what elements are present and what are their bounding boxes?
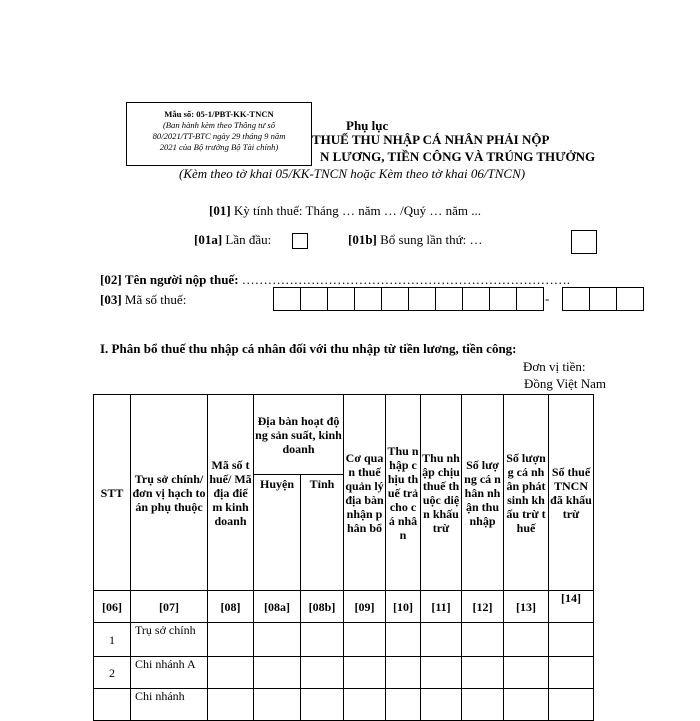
form-basis-line2: 80/2021/TT-BTC ngày 29 tháng 9 năm	[152, 131, 286, 141]
row-stt: 2	[94, 657, 131, 689]
code-11: [11]	[421, 591, 462, 623]
tax-code-cell[interactable]	[516, 287, 544, 311]
table-cell[interactable]	[386, 689, 421, 721]
document-title-line2: N LƯƠNG, TIỀN CÔNG VÀ TRÚNG THƯỞNG	[320, 149, 596, 164]
field-code-01a: [01a]	[194, 232, 223, 247]
supplement-label: Bổ sung lần thứ: …	[380, 232, 483, 247]
tax-code-cell[interactable]	[273, 287, 301, 311]
tax-code-cell[interactable]	[435, 287, 463, 311]
table-cell[interactable]	[462, 689, 504, 721]
row-stt	[94, 689, 131, 721]
table-cell[interactable]	[421, 657, 462, 689]
row-name: Trụ sở chính	[131, 623, 208, 657]
header-tinh: Tỉnh	[301, 475, 344, 591]
table-cell[interactable]	[386, 623, 421, 657]
table-cell[interactable]	[301, 657, 344, 689]
table-cell[interactable]	[549, 689, 594, 721]
tax-code-branch-cell[interactable]	[616, 287, 644, 311]
header-so-luong-khau-tru: Số lượng cá nhân phát sinh khấu trừ thuế	[504, 395, 549, 591]
header-so-thue: Số thuế TNCN đã khấu trừ	[549, 395, 594, 591]
table-cell[interactable]	[462, 623, 504, 657]
taxpayer-name-dots[interactable]: ………………………………………………………………….	[241, 272, 571, 287]
form-basis-line3: 2021 của Bộ trưởng Bộ Tài chính)	[159, 142, 279, 152]
table-cell[interactable]	[208, 623, 254, 657]
code-12: [12]	[462, 591, 504, 623]
header-ma-so-thue: Mã số thuế/ Mã địa điểm kinh doanh	[208, 395, 254, 591]
header-stt: STT	[94, 395, 131, 591]
header-thu-nhap-tra: Thu nhập chịu thuế trả cho cá nhân	[386, 395, 421, 591]
table-row	[94, 689, 594, 721]
code-08a: [08a]	[254, 591, 301, 623]
tax-code-cell[interactable]	[462, 287, 490, 311]
table-cell[interactable]	[386, 657, 421, 689]
form-code: Mẫu số: 05-1/PBT-KK-TNCN	[164, 109, 274, 119]
currency-unit-label: Đơn vị tiền:	[523, 359, 586, 374]
table-cell[interactable]	[301, 623, 344, 657]
supplement-checkbox[interactable]	[571, 230, 597, 254]
header-tru-so: Trụ sở chính/đơn vị hạch toán phụ thuộc	[131, 395, 208, 591]
code-06: [06]	[94, 591, 131, 623]
code-14: [14]	[549, 591, 594, 623]
code-08: [08]	[208, 591, 254, 623]
code-10: [10]	[386, 591, 421, 623]
section-title: I. Phân bổ thuế thu nhập cá nhân đối với thu nhập từ tiền lương, tiền công:	[100, 341, 517, 356]
row-stt: 1	[94, 623, 131, 657]
taxpayer-name-field	[100, 272, 570, 288]
code-09: [09]	[344, 591, 386, 623]
tax-code-dash: -	[545, 291, 550, 306]
tax-code-branch-cell[interactable]	[562, 287, 590, 311]
allocation-table	[93, 394, 594, 721]
table-cell[interactable]	[208, 689, 254, 721]
tax-code-cell[interactable]	[354, 287, 382, 311]
header-huyen: Huyện	[254, 475, 301, 591]
tax-code-cell[interactable]	[300, 287, 328, 311]
form-code-box	[126, 102, 312, 166]
field-code-01b: [01b]	[348, 232, 377, 247]
header-co-quan-thue: Cơ quan thuế quản lý địa bàn nhận phân bổ	[344, 395, 386, 591]
currency-unit-value: Đồng Việt Nam	[524, 376, 607, 391]
code-13: [13]	[504, 591, 549, 623]
code-08b: [08b]	[301, 591, 344, 623]
field-code-03: [03]	[100, 292, 122, 307]
supplement-field	[348, 232, 483, 248]
table-cell[interactable]	[344, 623, 386, 657]
tax-code-cell[interactable]	[327, 287, 355, 311]
first-time-label: Lần đầu:	[225, 232, 272, 247]
tax-code-cell[interactable]	[408, 287, 436, 311]
code-07: [07]	[131, 591, 208, 623]
table-row	[94, 623, 594, 657]
table-cell[interactable]	[254, 657, 301, 689]
table-cell[interactable]	[462, 657, 504, 689]
field-code-01: [01]	[209, 203, 231, 218]
table-cell[interactable]	[549, 657, 594, 689]
field-code-02: [02]	[100, 272, 122, 287]
table-cell[interactable]	[344, 657, 386, 689]
table-cell[interactable]	[504, 623, 549, 657]
table-cell[interactable]	[254, 623, 301, 657]
taxpayer-name-label: Tên người nộp thuế:	[124, 272, 239, 287]
appendix-label: Phụ lục	[346, 118, 389, 133]
table-cell[interactable]	[504, 689, 549, 721]
table-cell[interactable]	[504, 657, 549, 689]
tax-code-cell[interactable]	[381, 287, 409, 311]
table-cell[interactable]	[421, 689, 462, 721]
document-title-line1: THUẾ THU NHẬP CÁ NHÂN PHẢI NỘP	[312, 132, 550, 147]
header-thu-nhap-khau-tru: Thu nhập chịu thuế thuộc diện khấu trừ	[421, 395, 462, 591]
tax-code-branch-cell[interactable]	[589, 287, 617, 311]
tax-code-branch-cells[interactable]	[563, 287, 644, 311]
tax-code-cells[interactable]	[274, 287, 544, 311]
header-dia-ban: Địa bàn hoạt động sản suất, kinh doanh	[254, 395, 344, 475]
tax-code-label: Mã số thuế:	[124, 292, 187, 307]
document-subtitle: (Kèm theo tờ khai 05/KK-TNCN hoặc Kèm theo tờ khai 06/TNCN)	[179, 166, 526, 181]
tax-code-cell[interactable]	[489, 287, 517, 311]
table-cell[interactable]	[254, 689, 301, 721]
table-cell[interactable]	[344, 689, 386, 721]
row-name: Chi nhánh	[131, 689, 208, 721]
table-cell[interactable]	[301, 689, 344, 721]
row-name: Chi nhánh A	[131, 657, 208, 689]
tax-period-field	[209, 203, 481, 219]
table-cell[interactable]	[208, 657, 254, 689]
first-time-checkbox[interactable]	[292, 233, 308, 249]
tax-period-text: Kỳ tính thuế: Tháng … năm … /Quý … năm ...	[233, 203, 482, 218]
tax-code-field	[100, 292, 186, 308]
form-basis-line1: (Ban hành kèm theo Thông tư số	[162, 120, 276, 130]
first-time-field	[194, 232, 271, 248]
table-cell[interactable]	[549, 623, 594, 657]
table-cell[interactable]	[421, 623, 462, 657]
header-so-luong-nhan: Số lượng cá nhân nhận thu nhập	[462, 395, 504, 591]
table-row	[94, 657, 594, 689]
